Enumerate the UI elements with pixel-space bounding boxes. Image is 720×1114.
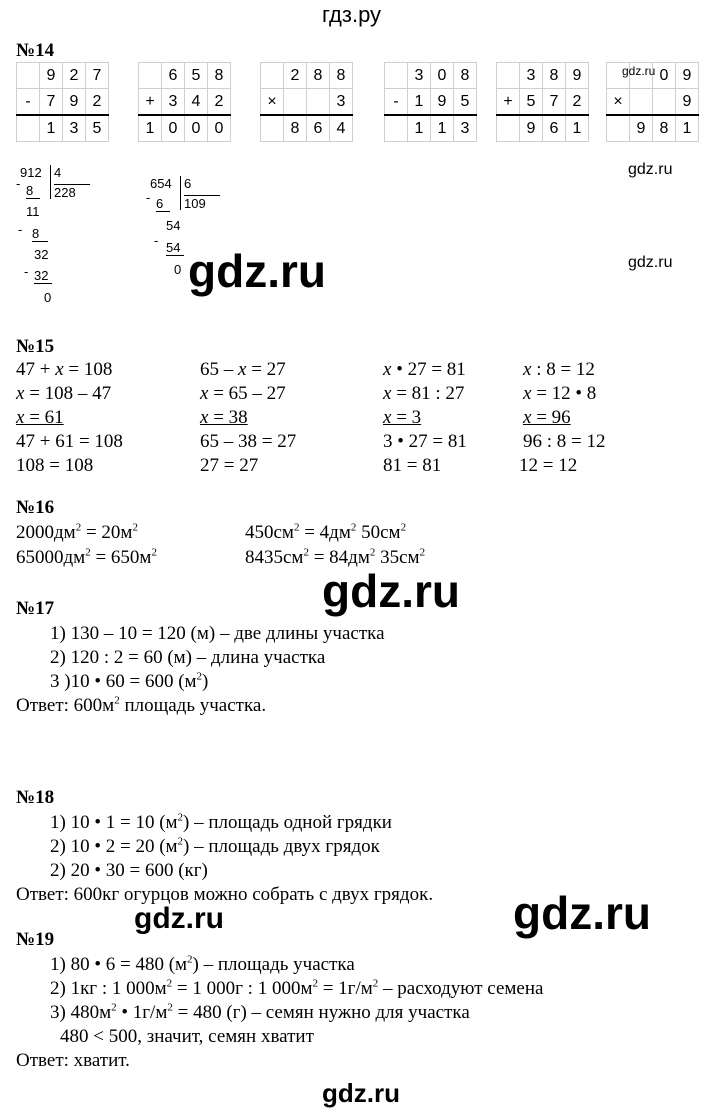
- digit-cell: 3: [454, 115, 477, 142]
- minus-sign: -: [18, 222, 23, 237]
- column-op-2: [138, 62, 231, 142]
- dividend: 654: [150, 176, 172, 191]
- equation-line: x = 3: [383, 407, 422, 428]
- ex19-step-3: 3) $480м^2$ • $1г/м^2 = 480$ (г) – семян нужно для участка: [50, 1001, 470, 1023]
- digit-cell: 6: [543, 115, 566, 142]
- equation-line: 47 + x = 108: [16, 359, 113, 380]
- digit-cell: -: [17, 89, 40, 116]
- digit-cell: 5: [520, 89, 543, 116]
- digit-cell: 7: [40, 89, 63, 116]
- digit-cell: 1: [676, 115, 699, 142]
- equation-line: x = 96: [523, 407, 571, 428]
- digit-cell: 9: [630, 115, 653, 142]
- minus-sign: -: [154, 233, 159, 248]
- ex18-step-3: 2) 20 • 30 = 600 (кг): [50, 860, 208, 881]
- digit-cell: +: [139, 89, 162, 116]
- column-op-1: [16, 62, 109, 142]
- digit-cell: 9: [63, 89, 86, 116]
- digit-cell: 3: [520, 63, 543, 89]
- digit-cell: 0: [653, 63, 676, 89]
- step: 0: [174, 262, 182, 277]
- watermark-big: gdz.ru: [188, 245, 326, 297]
- digit-cell: 8: [208, 63, 231, 89]
- equation-line: x = 108 – 47: [16, 383, 112, 404]
- equation-line: 27 = 27: [200, 455, 259, 476]
- ex16-line-2: $65000дм^2 = 650м^2$: [16, 546, 157, 568]
- equation-line: x = 81 : 27: [383, 383, 465, 404]
- exercise-15-title: №15: [16, 336, 55, 357]
- digit-cell: 2: [284, 63, 307, 89]
- watermark-small: gdz.ru: [628, 254, 673, 271]
- digit-cell: [17, 115, 40, 142]
- ex18-step-1: 1) 10 • 1 = 10 $(м^2)$ – площадь одной грядки: [50, 811, 392, 833]
- ex17-answer: Ответ: $600м^2$ площадь участка.: [16, 694, 267, 716]
- ex17-step-2: 2) 120 : 2 = 60 (м) – длина участка: [50, 647, 326, 668]
- digit-cell: 9: [676, 89, 699, 116]
- digit-cell: -: [385, 89, 408, 116]
- step: 54: [166, 218, 181, 233]
- digit-cell: 3: [408, 63, 431, 89]
- digit-cell: [497, 63, 520, 89]
- digit-cell: 3: [330, 89, 353, 116]
- minus-sign: -: [16, 176, 21, 191]
- ex19-step-1: 1) 80 • 6 = 480 $(м^2)$ – площадь участка: [50, 953, 355, 975]
- digit-cell: 8: [307, 63, 330, 89]
- digit-cell: 0: [162, 115, 185, 142]
- digit-cell: +: [497, 89, 520, 116]
- ex16-line-3: $450см^2 = 4дм^2$ $50см^2$: [245, 521, 407, 543]
- ex16-line-1: $2000дм^2 = 20м^2$: [16, 521, 138, 543]
- equation-line: x • 27 = 81: [383, 359, 466, 380]
- digit-cell: 5: [86, 115, 109, 142]
- digit-cell: [653, 89, 676, 116]
- digit-cell: 8: [284, 115, 307, 142]
- ex16-line-4: $8435см^2 = 84дм^2$ $35см^2$: [245, 546, 426, 568]
- digit-cell: 0: [208, 115, 231, 142]
- step: 6: [156, 196, 170, 212]
- step: 54: [166, 240, 184, 256]
- digit-cell: 2: [86, 89, 109, 116]
- step: 8: [32, 226, 48, 242]
- column-op-4: [384, 62, 477, 142]
- step: 8: [26, 183, 40, 199]
- digit-cell: 1: [408, 89, 431, 116]
- digit-cell: 9: [566, 63, 589, 89]
- digit-cell: 0: [431, 63, 454, 89]
- ex17-step-3: 3 )10 • 60 = 600 $(м^2)$: [50, 670, 209, 692]
- ex17-step-1: 1) 130 – 10 = 120 (м) – две длины участка: [50, 623, 385, 644]
- step: 0: [44, 290, 52, 305]
- equation-line: x = 38: [200, 407, 248, 428]
- column-op-3: [260, 62, 353, 142]
- exercise-14-title: №14: [16, 40, 55, 61]
- digit-cell: [630, 89, 653, 116]
- digit-cell: 2: [63, 63, 86, 89]
- digit-cell: [607, 115, 630, 142]
- digit-cell: 1: [139, 115, 162, 142]
- exercise-19-title: №19: [16, 929, 55, 950]
- step: 32: [34, 268, 52, 284]
- ex19-step-2: 2) 1кг : 1 $000м^2 = 1$ 000г : 1 $000м^2 = 1г/м^2$ – расходуют семена: [50, 977, 544, 999]
- digit-cell: 7: [86, 63, 109, 89]
- equation-line: 47 + 61 = 108: [16, 431, 123, 452]
- digit-cell: 6: [162, 63, 185, 89]
- step: 11: [26, 204, 40, 219]
- digit-cell: [17, 63, 40, 89]
- watermark-medium: gdz.ru: [134, 902, 224, 935]
- digit-cell: 3: [63, 115, 86, 142]
- digit-cell: [139, 63, 162, 89]
- equation-line: x = 65 – 27: [200, 383, 286, 404]
- equation-line: 81 = 81: [383, 455, 442, 476]
- digit-cell: 1: [431, 115, 454, 142]
- digit-cell: 8: [543, 63, 566, 89]
- digit-cell: [261, 115, 284, 142]
- ex18-answer: Ответ: 600кг огурцов можно собрать с двух грядок.: [16, 884, 434, 905]
- site-header: гдз.ру: [322, 2, 382, 27]
- watermark-small: gdz.ru: [628, 161, 673, 178]
- equation-line: 65 – 38 = 27: [200, 431, 297, 452]
- watermark-footer: gdz.ru: [322, 1078, 400, 1108]
- digit-cell: 4: [330, 115, 353, 142]
- watermark-big: gdz.ru: [513, 887, 651, 939]
- column-op-5: [496, 62, 589, 142]
- equation-line: x = 12 • 8: [523, 383, 597, 404]
- ex19-conclusion: 480 < 500, значит, семян хватит: [60, 1026, 314, 1047]
- equation-line: 108 = 108: [16, 455, 94, 476]
- digit-cell: 9: [520, 115, 543, 142]
- digit-cell: 4: [185, 89, 208, 116]
- ex19-answer: Ответ: хватит.: [16, 1050, 130, 1071]
- digit-cell: [497, 115, 520, 142]
- digit-cell: [385, 63, 408, 89]
- equation-line: 12 = 12: [519, 455, 578, 476]
- digit-cell: 8: [653, 115, 676, 142]
- digit-cell: 1: [408, 115, 431, 142]
- digit-cell: ×: [607, 89, 630, 116]
- equation-line: 96 : 8 = 12: [523, 431, 606, 452]
- ex18-step-2: 2) 10 • 2 = 20 $(м^2)$ – площадь двух грядок: [50, 835, 380, 857]
- digit-cell: 9: [40, 63, 63, 89]
- digit-cell: 3: [162, 89, 185, 116]
- digit-cell: 8: [454, 63, 477, 89]
- digit-cell: 2: [566, 89, 589, 116]
- equation-line: x : 8 = 12: [523, 359, 595, 380]
- equation-line: x = 61: [16, 407, 64, 428]
- divisor: 6: [180, 176, 191, 210]
- minus-sign: -: [146, 190, 151, 205]
- watermark-big: gdz.ru: [322, 565, 460, 617]
- exercise-16-title: №16: [16, 497, 55, 518]
- exercise-18-title: №18: [16, 787, 55, 808]
- digit-cell: 2: [208, 89, 231, 116]
- digit-cell: [284, 89, 307, 116]
- digit-cell: 6: [307, 115, 330, 142]
- digit-cell: ×: [261, 89, 284, 116]
- digit-cell: 7: [543, 89, 566, 116]
- digit-cell: 8: [330, 63, 353, 89]
- digit-cell: 1: [40, 115, 63, 142]
- dividend: 912: [20, 165, 42, 180]
- divisor: 4: [50, 165, 61, 199]
- digit-cell: 0: [185, 115, 208, 142]
- equation-line: 65 – x = 27: [200, 359, 286, 380]
- watermark-tiny: gdz.ru: [622, 64, 656, 78]
- digit-cell: [307, 89, 330, 116]
- digit-cell: 5: [454, 89, 477, 116]
- quotient: 228: [54, 184, 90, 200]
- digit-cell: [261, 63, 284, 89]
- digit-cell: 5: [185, 63, 208, 89]
- step: 32: [34, 247, 49, 262]
- quotient: 109: [184, 195, 220, 211]
- exercise-17-title: №17: [16, 598, 55, 619]
- minus-sign: -: [24, 264, 29, 279]
- digit-cell: [385, 115, 408, 142]
- digit-cell: 9: [431, 89, 454, 116]
- digit-cell: 9: [676, 63, 699, 89]
- equation-line: 3 • 27 = 81: [383, 431, 467, 452]
- digit-cell: 1: [566, 115, 589, 142]
